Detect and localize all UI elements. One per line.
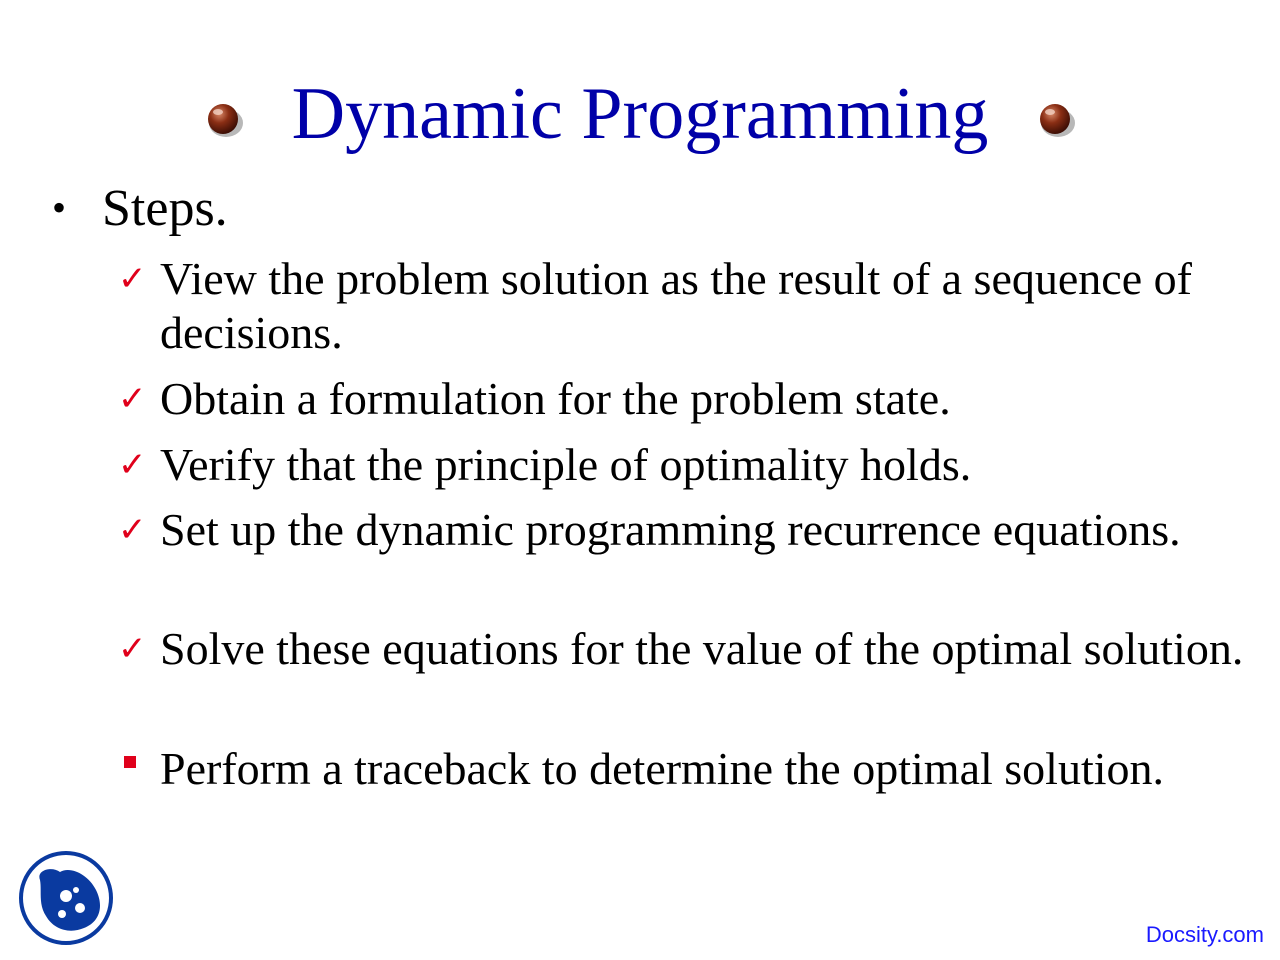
page-title: Dynamic Programming xyxy=(291,73,989,156)
list-item-text: Solve these equations for the value of the optimal solution. xyxy=(160,623,1244,674)
checkmark-icon: ✓ xyxy=(118,510,147,550)
docsity-watermark[interactable]: Docsity.com xyxy=(1145,922,1264,947)
list-item xyxy=(118,742,1258,796)
university-seal-icon xyxy=(18,850,114,946)
list-item-text: View the problem solution as the result of a sequence of decisions. xyxy=(160,253,1192,358)
brown-orb-icon xyxy=(203,98,245,140)
list-item xyxy=(118,622,1258,676)
list-item xyxy=(118,372,1258,426)
list-item-text: Obtain a formulation for the problem state. xyxy=(160,373,951,424)
list-item-text: Perform a traceback to determine the optimal solution. xyxy=(160,743,1165,794)
list-item xyxy=(118,252,1258,360)
main-bullet-text: Steps. xyxy=(102,180,228,237)
list-item-text: Set up the dynamic programming recurrence equations. xyxy=(160,504,1181,555)
list-item xyxy=(118,438,1258,492)
checkmark-icon: ✓ xyxy=(118,379,147,419)
checkmark-icon: ✓ xyxy=(118,445,147,485)
slide-title-row xyxy=(0,62,1280,159)
list-item xyxy=(118,503,1258,557)
checkmark-icon: ✓ xyxy=(118,629,147,669)
brown-orb-icon xyxy=(1035,98,1077,140)
checkmark-icon: ✓ xyxy=(118,259,147,299)
bullet-dot-icon: • xyxy=(52,185,67,230)
square-bullet-icon xyxy=(124,756,136,768)
main-bullet xyxy=(52,177,228,240)
list-item-text: Verify that the principle of optimality holds. xyxy=(160,439,972,490)
